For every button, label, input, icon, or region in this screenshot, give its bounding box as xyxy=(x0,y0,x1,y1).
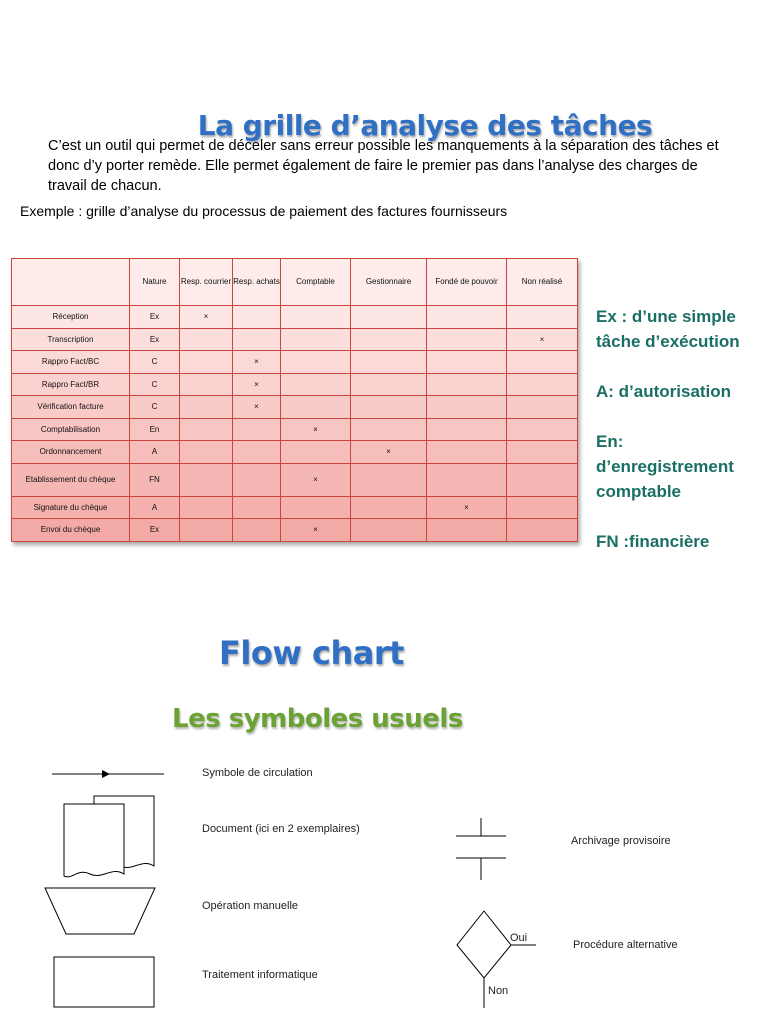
mark-cell xyxy=(281,328,351,351)
grid-header-row xyxy=(12,259,578,306)
nature-cell: A xyxy=(130,441,180,464)
mark-cell xyxy=(507,519,578,542)
mark-cell xyxy=(507,373,578,396)
table-row xyxy=(12,418,578,441)
mark-cell xyxy=(351,373,427,396)
example-caption: Exemple : grille d’analyse du processus de paiement des factures fournisseurs xyxy=(20,203,508,219)
manual-operation-symbol xyxy=(44,887,156,935)
page-title: La grille d’analyse des tâches xyxy=(197,108,653,142)
task-name-cell: Vérification facture xyxy=(12,396,130,419)
decision-no-label: Non xyxy=(488,985,509,997)
archive-label: Archivage provisoire xyxy=(571,835,671,847)
mark-cell xyxy=(427,306,507,329)
intro-paragraph: C’est un outil qui permet de déceler sans erreur possible les manquements à la séparation des tâches et donc d’y porter remède. Elle permet également de faire le premier pas dans l’analyse des charges de travail de chacun. xyxy=(48,138,719,194)
mark-cell xyxy=(507,396,578,419)
nature-cell: C xyxy=(130,396,180,419)
column-header: Comptable xyxy=(281,259,351,306)
mark-cell: × xyxy=(281,519,351,542)
mark-cell xyxy=(180,496,233,519)
mark-cell xyxy=(427,441,507,464)
symbols-subtitle: Les symboles usuels xyxy=(172,704,463,734)
nature-cell: C xyxy=(130,373,180,396)
nature-cell: Ex xyxy=(130,306,180,329)
mark-cell xyxy=(233,306,281,329)
column-header: Nature xyxy=(130,259,180,306)
mark-cell xyxy=(351,351,427,374)
mark-cell xyxy=(351,463,427,496)
archive-symbol xyxy=(456,818,506,882)
mark-cell: × xyxy=(507,328,578,351)
table-row xyxy=(12,441,578,464)
nature-cell: Ex xyxy=(130,519,180,542)
mark-cell xyxy=(233,418,281,441)
table-row xyxy=(12,396,578,419)
mark-cell xyxy=(180,396,233,419)
mark-cell xyxy=(281,496,351,519)
mark-cell xyxy=(427,519,507,542)
mark-cell: × xyxy=(351,441,427,464)
mark-cell xyxy=(281,396,351,419)
task-name-cell: Ordonnancement xyxy=(12,441,130,464)
mark-cell xyxy=(427,418,507,441)
nature-cell: Ex xyxy=(130,328,180,351)
mark-cell xyxy=(507,463,578,496)
mark-cell xyxy=(180,519,233,542)
nature-cell: FN xyxy=(130,463,180,496)
flowchart-title: Flow chart xyxy=(219,634,404,672)
document-symbol xyxy=(62,794,157,880)
task-name-cell: Etablissement du chèque xyxy=(12,463,130,496)
mark-cell xyxy=(180,351,233,374)
table-row xyxy=(12,328,578,351)
mark-cell xyxy=(507,496,578,519)
table-row xyxy=(12,519,578,542)
mark-cell: × xyxy=(233,396,281,419)
column-header: Gestionnaire xyxy=(351,259,427,306)
task-analysis-grid xyxy=(11,258,578,542)
column-header: Resp. achats xyxy=(233,259,281,306)
mark-cell: × xyxy=(233,351,281,374)
mark-cell: × xyxy=(427,496,507,519)
mark-cell xyxy=(180,418,233,441)
mark-cell xyxy=(427,463,507,496)
legend-item: FN :financière xyxy=(596,532,710,551)
nature-cell: En xyxy=(130,418,180,441)
mark-cell xyxy=(507,418,578,441)
task-name-cell: Comptabilisation xyxy=(12,418,130,441)
mark-cell xyxy=(351,418,427,441)
nature-cell: C xyxy=(130,351,180,374)
task-name-cell: Transcription xyxy=(12,328,130,351)
alternative-label: Procédure alternative xyxy=(573,939,678,951)
circulation-label: Symbole de circulation xyxy=(202,767,313,779)
column-header: Resp. courrier xyxy=(180,259,233,306)
mark-cell xyxy=(180,328,233,351)
table-row xyxy=(12,306,578,329)
task-name-cell: Envoi du chèque xyxy=(12,519,130,542)
mark-cell xyxy=(351,496,427,519)
header-corner-cell xyxy=(12,259,130,306)
mark-cell xyxy=(507,351,578,374)
mark-cell xyxy=(233,441,281,464)
computer-processing-label: Traitement informatique xyxy=(202,969,318,981)
mark-cell xyxy=(351,306,427,329)
mark-cell: × xyxy=(180,306,233,329)
mark-cell xyxy=(233,463,281,496)
mark-cell xyxy=(180,441,233,464)
column-header: Non réalisé xyxy=(507,259,578,306)
task-name-cell: Réception xyxy=(12,306,130,329)
mark-cell xyxy=(427,328,507,351)
mark-cell xyxy=(507,306,578,329)
table-row xyxy=(12,496,578,519)
mark-cell xyxy=(180,463,233,496)
table-row xyxy=(12,373,578,396)
circulation-arrow-symbol xyxy=(52,768,164,780)
mark-cell xyxy=(351,328,427,351)
task-name-cell: Signature du chèque xyxy=(12,496,130,519)
legend-item: Ex : d’une simple tâche d’exécution xyxy=(596,307,740,351)
document-label: Document (ici en 2 exemplaires) xyxy=(202,823,360,835)
grid-body xyxy=(12,306,578,542)
column-header: Fondé de pouvoir xyxy=(427,259,507,306)
mark-cell xyxy=(427,373,507,396)
nature-legend xyxy=(596,304,766,579)
mark-cell xyxy=(427,351,507,374)
mark-cell xyxy=(281,373,351,396)
legend-item: A: d’autorisation xyxy=(596,382,732,401)
mark-cell xyxy=(281,306,351,329)
table-row xyxy=(12,463,578,496)
mark-cell: × xyxy=(233,373,281,396)
manual-operation-label: Opération manuelle xyxy=(202,900,299,912)
task-name-cell: Rappro Fact/BR xyxy=(12,373,130,396)
table-row xyxy=(12,351,578,374)
mark-cell xyxy=(281,441,351,464)
task-name-cell: Rappro Fact/BC xyxy=(12,351,130,374)
mark-cell xyxy=(281,351,351,374)
mark-cell xyxy=(233,496,281,519)
mark-cell xyxy=(427,396,507,419)
mark-cell xyxy=(180,373,233,396)
nature-cell: A xyxy=(130,496,180,519)
mark-cell xyxy=(351,519,427,542)
mark-cell: × xyxy=(281,463,351,496)
mark-cell xyxy=(351,396,427,419)
legend-item: En: d’enregistrement comptable xyxy=(596,432,734,501)
mark-cell xyxy=(233,328,281,351)
decision-yes-label: Oui xyxy=(510,932,528,944)
mark-cell xyxy=(233,519,281,542)
mark-cell xyxy=(507,441,578,464)
mark-cell: × xyxy=(281,418,351,441)
computer-processing-symbol xyxy=(53,956,155,1008)
